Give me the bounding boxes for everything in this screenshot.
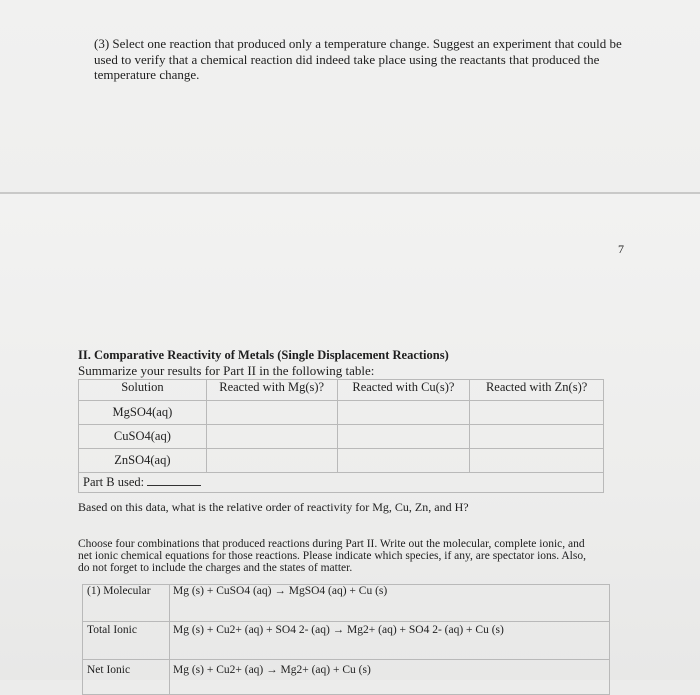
solution-cell: MgSO4(aq) [79,401,207,425]
reactivity-question: Based on this data, what is the relative order of reactivity for Mg, Cu, Zn, and H? [78,500,469,514]
part-b-used[interactable] [79,473,604,493]
section-subtitle: Summarize your results for Part II in the following table: [78,363,375,378]
question-3: (3) Select one reaction that produced only a temperature change. Suggest an experiment that could be used to verify that a chemical reaction did indeed take place using the reactants that produced the temperature change. [94,36,622,82]
table-row [79,449,604,473]
answer-cell[interactable] [206,401,337,425]
header-solution: Solution [79,380,207,401]
header-reacted-zn: Reacted with Zn(s)? [470,380,604,401]
answer-cell[interactable] [470,401,604,425]
answer-cell[interactable] [337,425,470,449]
answer-cell[interactable] [470,449,604,473]
equations-table [82,584,610,695]
net-ionic-label: Net Ionic [83,660,170,695]
answer-cell[interactable] [337,401,470,425]
header-reacted-cu: Reacted with Cu(s)? [337,380,470,401]
part-b-blank[interactable] [147,475,201,486]
solution-cell: CuSO4(aq) [79,425,207,449]
molecular-equation[interactable]: Mg (s) + CuSO4 (aq) → MgSO4 (aq) + Cu (s) [170,585,610,622]
answer-cell[interactable] [337,449,470,473]
table-row [79,401,604,425]
table-row [79,425,604,449]
molecular-label: (1) Molecular [83,585,170,622]
solution-cell: ZnSO4(aq) [79,449,207,473]
part-b-label: Part B used: [83,475,145,489]
results-table [78,379,604,493]
answer-cell[interactable] [470,425,604,449]
header-reacted-mg: Reacted with Mg(s)? [206,380,337,401]
total-ionic-label: Total Ionic [83,622,170,660]
net-ionic-equation[interactable]: Mg (s) + Cu2+ (aq) → Mg2+ (aq) + Cu (s) [170,660,610,695]
section-title: II. Comparative Reactivity of Metals (Single Displacement Reactions) [78,348,449,362]
page-number: 7 [618,242,624,256]
table-row [83,660,610,695]
table-row [83,585,610,622]
answer-cell[interactable] [206,425,337,449]
table-row [79,473,604,493]
upper-page [0,0,700,192]
instructions: Choose four combinations that produced reactions during Part II. Write out the molecular, complete ionic, and net ionic chemical equations for those reactions. Please indicate which species, if any, are spectator ions. Also, do not forget to include the charges and the states of matter. [78,538,586,574]
table-row [83,622,610,660]
answer-cell[interactable] [206,449,337,473]
total-ionic-equation[interactable]: Mg (s) + Cu2+ (aq) + SO4 2- (aq) → Mg2+ (aq) + SO4 2- (aq) + Cu (s) [170,622,610,660]
